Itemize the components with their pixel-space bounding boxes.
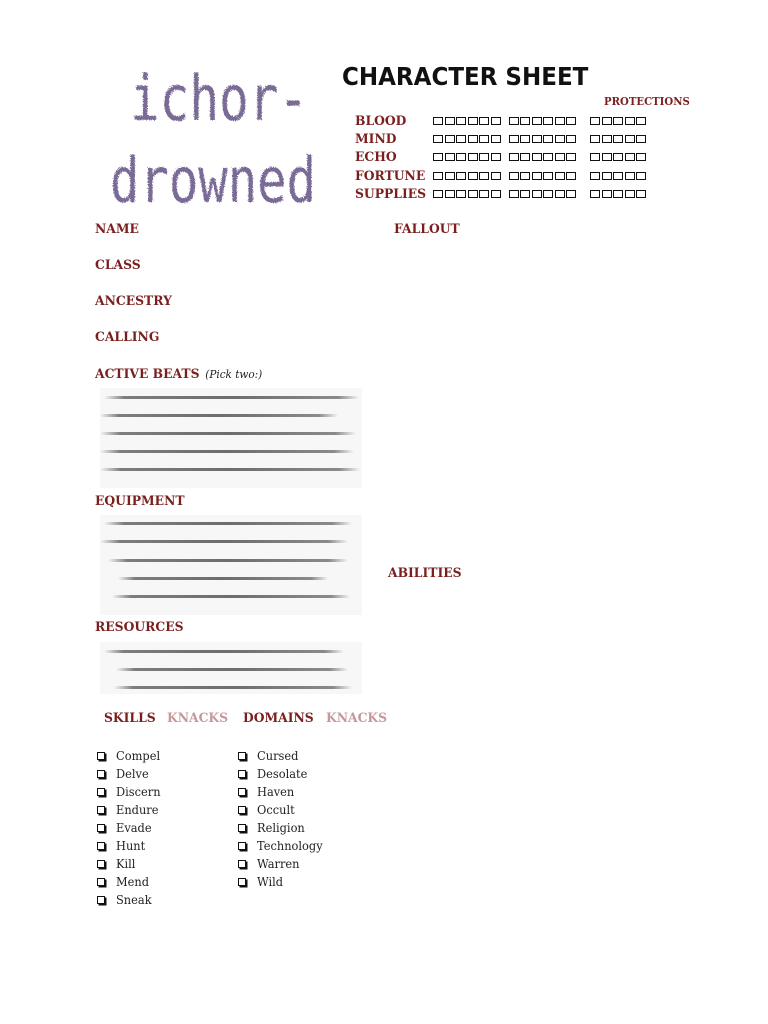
track-boxes	[433, 190, 501, 198]
track-checkbox[interactable]	[520, 172, 530, 180]
list-label: Compel	[116, 749, 161, 763]
track-boxes	[433, 135, 501, 143]
logo-line2: drowned	[110, 144, 316, 212]
track-checkbox[interactable]	[468, 190, 478, 198]
track-checkbox[interactable]	[491, 172, 501, 180]
track-boxes	[509, 135, 577, 143]
track-checkbox[interactable]	[566, 117, 576, 125]
protection-checkbox[interactable]	[602, 190, 612, 198]
track-checkbox[interactable]	[532, 117, 542, 125]
list-item	[238, 837, 326, 855]
track-checkbox[interactable]	[468, 172, 478, 180]
protection-checkbox[interactable]	[636, 135, 646, 143]
track-checkbox[interactable]	[445, 153, 455, 161]
name-label: NAME	[95, 222, 139, 237]
checkbox[interactable]	[97, 770, 105, 778]
checkbox[interactable]	[97, 824, 105, 832]
track-boxes	[509, 172, 577, 180]
active-beats-title: ACTIVE BEATS	[95, 367, 200, 382]
protection-checkbox[interactable]	[613, 172, 623, 180]
checkbox[interactable]	[97, 752, 105, 760]
track-checkbox[interactable]	[509, 135, 519, 143]
track-checkbox[interactable]	[433, 172, 443, 180]
checkbox[interactable]	[238, 860, 246, 868]
stat-label: ECHO	[355, 149, 397, 165]
track-boxes	[433, 117, 501, 125]
track-checkbox[interactable]	[555, 190, 565, 198]
resources-label: RESOURCES	[95, 620, 184, 635]
list-label: Wild	[257, 875, 284, 889]
checkbox[interactable]	[238, 806, 246, 814]
ichor-drowned-logo	[100, 52, 322, 212]
track-checkbox[interactable]	[433, 117, 443, 125]
pick-two-note: (Pick two:)	[205, 368, 263, 381]
protection-checkbox[interactable]	[625, 172, 635, 180]
write-line	[100, 468, 360, 471]
track-checkbox[interactable]	[445, 190, 455, 198]
track-checkbox[interactable]	[520, 135, 530, 143]
list-label: Hunt	[116, 839, 146, 853]
list-label: Sneak	[116, 893, 152, 907]
list-item	[238, 855, 326, 873]
checkbox[interactable]	[97, 842, 105, 850]
list-label: Mend	[116, 875, 150, 889]
active-beats-area[interactable]	[100, 388, 362, 488]
protection-checkbox[interactable]	[590, 135, 600, 143]
track-checkbox[interactable]	[532, 172, 542, 180]
track-boxes	[433, 153, 501, 161]
track-checkbox[interactable]	[532, 190, 542, 198]
track-checkbox[interactable]	[543, 135, 553, 143]
checkbox[interactable]	[97, 878, 105, 886]
track-checkbox[interactable]	[445, 135, 455, 143]
track-checkbox[interactable]	[543, 117, 553, 125]
equipment-area[interactable]	[100, 515, 362, 615]
protection-checkbox[interactable]	[636, 190, 646, 198]
list-item	[238, 783, 326, 801]
list-label: Evade	[116, 821, 152, 835]
checkbox[interactable]	[97, 896, 105, 904]
track-checkbox[interactable]	[520, 190, 530, 198]
protection-boxes	[590, 117, 646, 125]
stat-label: SUPPLIES	[355, 186, 427, 202]
protection-checkbox[interactable]	[602, 172, 612, 180]
protection-checkbox[interactable]	[625, 190, 635, 198]
class-label: CLASS	[95, 258, 141, 273]
page-title: CHARACTER SHEET	[342, 62, 589, 91]
protection-checkbox[interactable]	[590, 153, 600, 161]
track-checkbox[interactable]	[479, 135, 489, 143]
stat-row	[355, 148, 646, 166]
write-line	[100, 450, 354, 453]
track-checkbox[interactable]	[456, 153, 466, 161]
track-checkbox[interactable]	[433, 135, 443, 143]
write-line	[112, 595, 350, 598]
stat-row	[355, 167, 646, 185]
track-checkbox[interactable]	[509, 117, 519, 125]
protection-boxes	[590, 190, 646, 198]
write-line	[100, 414, 338, 417]
track-checkbox[interactable]	[520, 153, 530, 161]
list-label: Occult	[257, 803, 295, 817]
list-item	[97, 747, 163, 765]
track-checkbox[interactable]	[468, 135, 478, 143]
track-checkbox[interactable]	[433, 190, 443, 198]
track-checkbox[interactable]	[456, 190, 466, 198]
list-item	[238, 747, 326, 765]
fallout-label: FALLOUT	[394, 222, 460, 237]
list-label: Kill	[116, 857, 136, 871]
track-checkbox[interactable]	[543, 190, 553, 198]
list-label: Desolate	[257, 767, 308, 781]
domains-header: DOMAINS	[243, 711, 314, 726]
list-item	[238, 801, 326, 819]
stat-label: FORTUNE	[355, 168, 426, 184]
track-checkbox[interactable]	[456, 117, 466, 125]
protection-checkbox[interactable]	[602, 135, 612, 143]
track-checkbox[interactable]	[491, 135, 501, 143]
checkbox[interactable]	[238, 788, 246, 796]
calling-label: CALLING	[95, 330, 160, 345]
knacks-header-domains: KNACKS	[326, 711, 388, 726]
checkbox[interactable]	[97, 806, 105, 814]
protection-checkbox[interactable]	[613, 117, 623, 125]
track-checkbox[interactable]	[468, 153, 478, 161]
checkbox[interactable]	[238, 842, 246, 850]
track-checkbox[interactable]	[456, 135, 466, 143]
protections-label: PROTECTIONS	[604, 95, 690, 108]
track-checkbox[interactable]	[491, 117, 501, 125]
knacks-header-skills: KNACKS	[167, 711, 229, 726]
track-checkbox[interactable]	[555, 135, 565, 143]
checkbox[interactable]	[238, 878, 246, 886]
track-checkbox[interactable]	[566, 190, 576, 198]
protection-checkbox[interactable]	[590, 117, 600, 125]
checkbox[interactable]	[97, 788, 105, 796]
track-checkbox[interactable]	[433, 153, 443, 161]
list-label: Cursed	[257, 749, 299, 763]
protection-checkbox[interactable]	[636, 117, 646, 125]
stat-row	[355, 130, 646, 148]
track-checkbox[interactable]	[555, 172, 565, 180]
write-line	[100, 540, 348, 543]
track-checkbox[interactable]	[543, 153, 553, 161]
track-boxes	[509, 153, 577, 161]
list-item	[97, 801, 163, 819]
list-label: Warren	[257, 857, 300, 871]
checkbox[interactable]	[238, 770, 246, 778]
list-item	[97, 891, 163, 909]
protection-checkbox[interactable]	[602, 117, 612, 125]
stat-row	[355, 112, 646, 130]
track-checkbox[interactable]	[555, 153, 565, 161]
track-checkbox[interactable]	[532, 135, 542, 143]
track-checkbox[interactable]	[479, 153, 489, 161]
protection-checkbox[interactable]	[625, 153, 635, 161]
list-item	[238, 765, 326, 783]
protection-checkbox[interactable]	[625, 135, 635, 143]
track-checkbox[interactable]	[479, 117, 489, 125]
list-label: Delve	[116, 767, 149, 781]
track-checkbox[interactable]	[532, 153, 542, 161]
list-item	[97, 765, 163, 783]
list-item	[238, 819, 326, 837]
write-line	[104, 522, 352, 525]
write-line	[100, 432, 356, 435]
equipment-label: EQUIPMENT	[95, 494, 185, 509]
skills-list	[97, 747, 163, 909]
track-boxes	[509, 190, 577, 198]
track-checkbox[interactable]	[543, 172, 553, 180]
protection-checkbox[interactable]	[613, 190, 623, 198]
track-boxes	[433, 172, 501, 180]
protection-checkbox[interactable]	[602, 153, 612, 161]
protection-checkbox[interactable]	[636, 153, 646, 161]
track-boxes	[509, 117, 577, 125]
skills-header: SKILLS	[104, 711, 156, 726]
track-checkbox[interactable]	[566, 135, 576, 143]
list-item	[97, 837, 163, 855]
write-line	[118, 577, 328, 580]
list-item	[238, 873, 326, 891]
track-checkbox[interactable]	[445, 172, 455, 180]
write-line	[104, 396, 359, 399]
track-checkbox[interactable]	[509, 172, 519, 180]
protection-checkbox[interactable]	[613, 153, 623, 161]
track-checkbox[interactable]	[566, 153, 576, 161]
list-label: Haven	[257, 785, 295, 799]
protection-checkbox[interactable]	[590, 190, 600, 198]
track-checkbox[interactable]	[456, 172, 466, 180]
checkbox[interactable]	[238, 752, 246, 760]
track-checkbox[interactable]	[491, 153, 501, 161]
list-item	[97, 783, 163, 801]
track-checkbox[interactable]	[509, 153, 519, 161]
active-beats-label	[95, 367, 262, 382]
stat-label: BLOOD	[355, 113, 407, 129]
logo-line1: ichor-	[130, 62, 308, 135]
track-checkbox[interactable]	[555, 117, 565, 125]
checkbox[interactable]	[238, 824, 246, 832]
list-item	[97, 819, 163, 837]
protection-boxes	[590, 172, 646, 180]
list-item	[97, 873, 163, 891]
protection-boxes	[590, 153, 646, 161]
track-checkbox[interactable]	[479, 172, 489, 180]
track-checkbox[interactable]	[468, 117, 478, 125]
list-label: Endure	[116, 803, 159, 817]
stat-row	[355, 185, 646, 203]
track-checkbox[interactable]	[479, 190, 489, 198]
protection-checkbox[interactable]	[636, 172, 646, 180]
track-checkbox[interactable]	[445, 117, 455, 125]
ancestry-label: ANCESTRY	[95, 294, 172, 309]
stat-label: MIND	[355, 131, 397, 147]
track-checkbox[interactable]	[491, 190, 501, 198]
track-checkbox[interactable]	[566, 172, 576, 180]
list-label: Technology	[257, 839, 323, 853]
abilities-label: ABILITIES	[388, 566, 462, 581]
list-item	[97, 855, 163, 873]
track-checkbox[interactable]	[509, 190, 519, 198]
protection-checkbox[interactable]	[625, 117, 635, 125]
write-line	[104, 650, 344, 653]
write-line	[108, 559, 348, 562]
list-label: Discern	[116, 785, 161, 799]
write-line	[114, 686, 352, 689]
domains-list	[238, 747, 326, 891]
track-checkbox[interactable]	[520, 117, 530, 125]
write-line	[116, 668, 348, 671]
list-label: Religion	[257, 821, 305, 835]
protection-checkbox[interactable]	[590, 172, 600, 180]
protection-boxes	[590, 135, 646, 143]
checkbox[interactable]	[97, 860, 105, 868]
protection-checkbox[interactable]	[613, 135, 623, 143]
